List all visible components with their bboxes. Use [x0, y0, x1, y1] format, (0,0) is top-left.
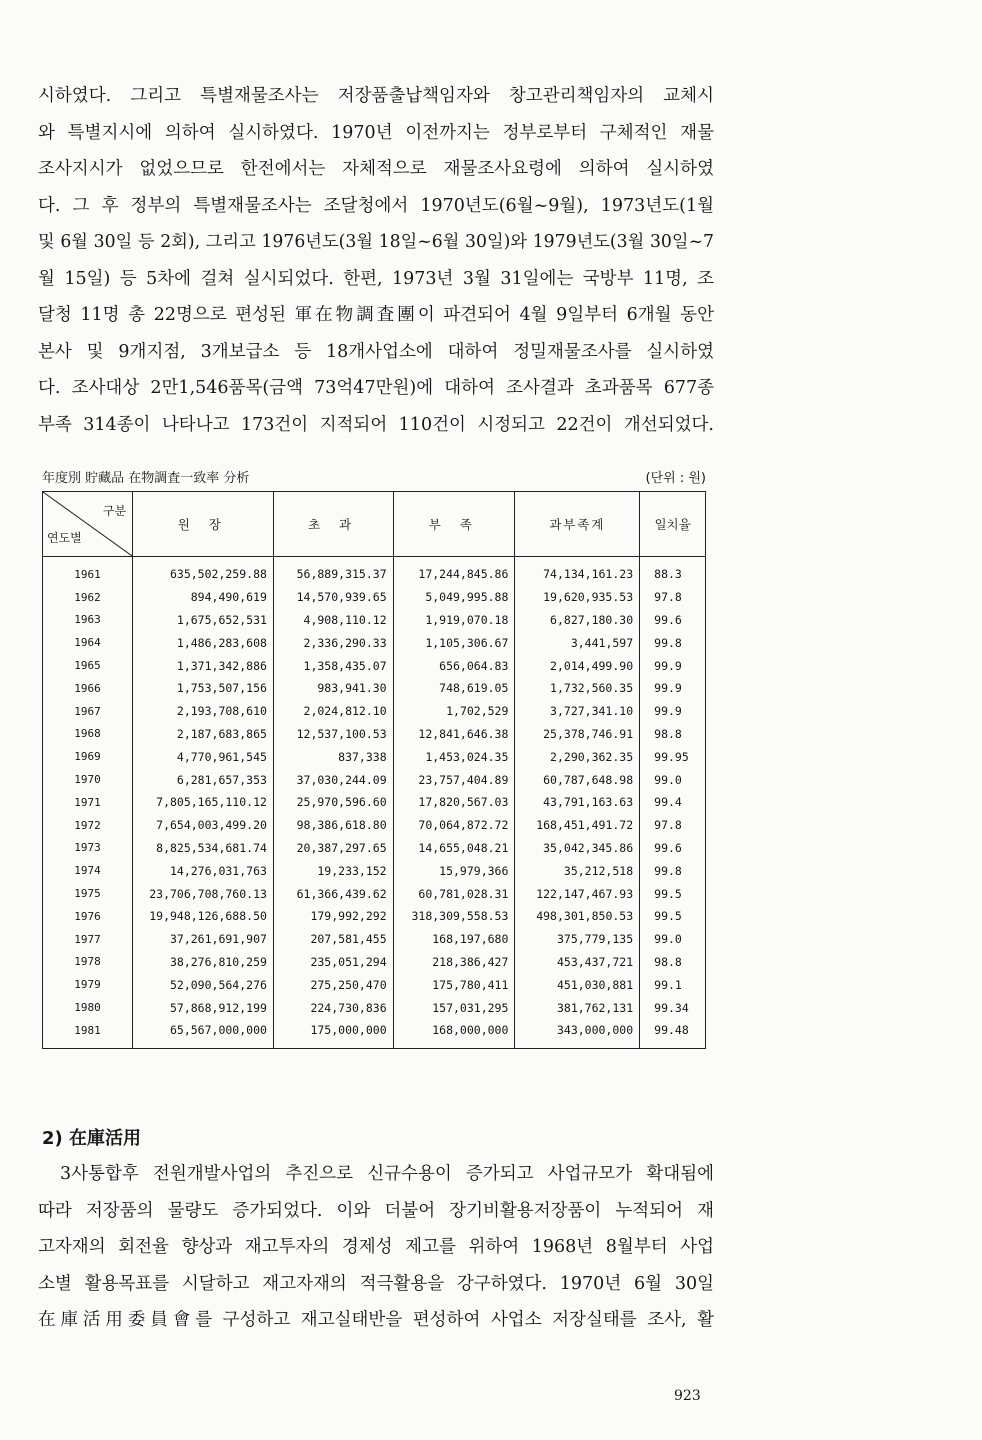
- text-line: 시하였다. 그리고 특별재물조사는 저장품출납책임자와 창고관리책임자의 교체시: [38, 86, 714, 106]
- amount-cell: 157,031,295: [393, 996, 515, 1019]
- table-row: [43, 723, 706, 746]
- rate-cell: 97.8: [640, 586, 706, 609]
- table-caption: [42, 467, 706, 486]
- amount-cell: 25,970,596.60: [273, 791, 393, 814]
- amount-cell: 19,233,152: [273, 859, 393, 882]
- amount-cell: 38,276,810,259: [133, 951, 274, 974]
- amount-cell: 2,193,708,610: [133, 700, 274, 723]
- amount-cell: 37,261,691,907: [133, 928, 274, 951]
- amount-cell: 15,979,366: [393, 859, 515, 882]
- table-row: [43, 814, 706, 837]
- amount-cell: 1,732,560.35: [515, 677, 640, 700]
- year-cell: 1961: [43, 557, 133, 586]
- amount-cell: 23,757,404.89: [393, 768, 515, 791]
- rate-cell: 99.34: [640, 996, 706, 1019]
- rate-cell: 99.6: [640, 609, 706, 632]
- amount-cell: 1,675,652,531: [133, 609, 274, 632]
- amount-cell: 3,441,597: [515, 631, 640, 654]
- table-row: [43, 973, 706, 996]
- rate-cell: 99.9: [640, 700, 706, 723]
- amount-cell: 60,787,648.98: [515, 768, 640, 791]
- year-cell: 1970: [43, 768, 133, 791]
- amount-cell: 12,841,646.38: [393, 723, 515, 746]
- column-header: 일치율: [640, 492, 706, 557]
- table-row: [43, 882, 706, 905]
- table-row: [43, 677, 706, 700]
- table-row: [43, 928, 706, 951]
- amount-cell: 175,780,411: [393, 973, 515, 996]
- year-cell: 1971: [43, 791, 133, 814]
- amount-cell: 343,000,000: [515, 1019, 640, 1048]
- rate-cell: 99.8: [640, 859, 706, 882]
- amount-cell: 207,581,455: [273, 928, 393, 951]
- text-line: 다. 조사대상 2만1,546품목(금액 73억47만원)에 대하여 조사결과 초과품목 677종: [38, 378, 714, 398]
- amount-cell: 218,386,427: [393, 951, 515, 974]
- year-cell: 1977: [43, 928, 133, 951]
- table-row: [43, 586, 706, 609]
- amount-cell: 12,537,100.53: [273, 723, 393, 746]
- amount-cell: 20,387,297.65: [273, 837, 393, 860]
- amount-cell: 4,770,961,545: [133, 745, 274, 768]
- amount-cell: 1,371,342,886: [133, 654, 274, 677]
- year-cell: 1981: [43, 1019, 133, 1048]
- section-heading: 2) 在庫活用: [42, 1128, 142, 1149]
- amount-cell: 7,654,003,499.20: [133, 814, 274, 837]
- column-header: 원 장: [133, 492, 274, 557]
- rate-cell: 97.8: [640, 814, 706, 837]
- rate-cell: 99.9: [640, 677, 706, 700]
- rate-cell: 99.8: [640, 631, 706, 654]
- body-paragraph: [38, 1156, 714, 1339]
- amount-cell: 57,868,912,199: [133, 996, 274, 1019]
- table-row: [43, 609, 706, 632]
- year-cell: 1979: [43, 973, 133, 996]
- amount-cell: 1,919,070.18: [393, 609, 515, 632]
- year-cell: 1980: [43, 996, 133, 1019]
- amount-cell: 65,567,000,000: [133, 1019, 274, 1048]
- amount-cell: 17,820,567.03: [393, 791, 515, 814]
- corner-label-year: 연도별: [47, 531, 82, 545]
- text-line: 조사지시가 없었으므로 한전에서는 자체적으로 재물조사요령에 의하여 실시하였: [38, 159, 714, 179]
- rate-cell: 99.4: [640, 791, 706, 814]
- amount-cell: 168,451,491.72: [515, 814, 640, 837]
- table-row: [43, 631, 706, 654]
- table-title: 年度別 貯藏品 在物調査一致率 分析: [42, 471, 250, 486]
- amount-cell: 7,805,165,110.12: [133, 791, 274, 814]
- table-row: [43, 557, 706, 586]
- amount-cell: 2,024,812.10: [273, 700, 393, 723]
- amount-cell: 235,051,294: [273, 951, 393, 974]
- amount-cell: 275,250,470: [273, 973, 393, 996]
- table-row: [43, 768, 706, 791]
- amount-cell: 168,197,680: [393, 928, 515, 951]
- amount-cell: 498,301,850.53: [515, 905, 640, 928]
- year-cell: 1967: [43, 700, 133, 723]
- amount-cell: 2,290,362.35: [515, 745, 640, 768]
- amount-cell: 1,453,024.35: [393, 745, 515, 768]
- amount-cell: 23,706,708,760.13: [133, 882, 274, 905]
- amount-cell: 6,827,180.30: [515, 609, 640, 632]
- corner-header-cell: [43, 492, 133, 557]
- amount-cell: 1,358,435.07: [273, 654, 393, 677]
- text-line: 다. 그 후 정부의 특별재물조사는 조달청에서 1970년도(6월~9월), 1973년도(1월: [38, 195, 714, 216]
- text-line: 와 특별지시에 의하여 실시하였다. 1970년 이전까지는 정부로부터 구체적인 재물: [38, 122, 714, 143]
- rate-cell: 99.6: [640, 837, 706, 860]
- amount-cell: 179,992,292: [273, 905, 393, 928]
- amount-cell: 35,212,518: [515, 859, 640, 882]
- year-cell: 1962: [43, 586, 133, 609]
- year-cell: 1976: [43, 905, 133, 928]
- amount-cell: 14,276,031,763: [133, 859, 274, 882]
- amount-cell: 656,064.83: [393, 654, 515, 677]
- amount-cell: 52,090,564,276: [133, 973, 274, 996]
- amount-cell: 4,908,110.12: [273, 609, 393, 632]
- year-cell: 1966: [43, 677, 133, 700]
- table-row: [43, 654, 706, 677]
- table-row: [43, 837, 706, 860]
- rate-cell: 99.5: [640, 882, 706, 905]
- amount-cell: 983,941.30: [273, 677, 393, 700]
- year-cell: 1973: [43, 837, 133, 860]
- amount-cell: 25,378,746.91: [515, 723, 640, 746]
- rate-cell: 99.0: [640, 768, 706, 791]
- amount-cell: 1,702,529: [393, 700, 515, 723]
- amount-cell: 837,338: [273, 745, 393, 768]
- amount-cell: 17,244,845.86: [393, 557, 515, 586]
- amount-cell: 43,791,163.63: [515, 791, 640, 814]
- table-row: [43, 791, 706, 814]
- rate-cell: 99.5: [640, 905, 706, 928]
- text-line: 본사 및 9개지점, 3개보급소 등 18개사업소에 대하여 정밀재물조사를 실시하였: [38, 341, 714, 362]
- amount-cell: 375,779,135: [515, 928, 640, 951]
- rate-cell: 99.0: [640, 928, 706, 951]
- amount-cell: 122,147,467.93: [515, 882, 640, 905]
- amount-cell: 98,386,618.80: [273, 814, 393, 837]
- text-line: 및 6월 30일 등 2회), 그리고 1976년도(3월 18일~6월 30일)와 1979년도(3월 30일~7: [38, 232, 714, 252]
- column-header: 초 과: [273, 492, 393, 557]
- year-cell: 1964: [43, 631, 133, 654]
- corner-label-category: 구분: [102, 504, 127, 518]
- amount-cell: 56,889,315.37: [273, 557, 393, 586]
- text-line: 따라 저장품의 물량도 증가되었다. 이와 더불어 장기비활용저장품이 누적되어 재: [38, 1200, 714, 1221]
- amount-cell: 70,064,872.72: [393, 814, 515, 837]
- year-cell: 1963: [43, 609, 133, 632]
- amount-cell: 381,762,131: [515, 996, 640, 1019]
- amount-cell: 74,134,161.23: [515, 557, 640, 586]
- rate-cell: 99.48: [640, 1019, 706, 1048]
- table-row: [43, 700, 706, 723]
- amount-cell: 3,727,341.10: [515, 700, 640, 723]
- text-line: 월 15일) 등 5차에 걸쳐 실시되었다. 한편, 1973년 3월 31일에는 국방부 11명, 조: [38, 268, 714, 289]
- year-cell: 1969: [43, 745, 133, 768]
- amount-cell: 14,570,939.65: [273, 586, 393, 609]
- amount-cell: 37,030,244.09: [273, 768, 393, 791]
- amount-cell: 61,366,439.62: [273, 882, 393, 905]
- amount-cell: 8,825,534,681.74: [133, 837, 274, 860]
- amount-cell: 35,042,345.86: [515, 837, 640, 860]
- amount-cell: 6,281,657,353: [133, 768, 274, 791]
- amount-cell: 2,014,499.90: [515, 654, 640, 677]
- amount-cell: 14,655,048.21: [393, 837, 515, 860]
- amount-cell: 5,049,995.88: [393, 586, 515, 609]
- amount-cell: 451,030,881: [515, 973, 640, 996]
- text-line: 달청 11명 총 22명으로 편성된 軍在物調査團이 파견되어 4월 9일부터 6개월 동안: [38, 305, 714, 325]
- table-row: [43, 745, 706, 768]
- year-cell: 1972: [43, 814, 133, 837]
- rate-cell: 99.1: [640, 973, 706, 996]
- text-line: 在庫活用委員會를 구성하고 재고실태반을 편성하여 사업소 저장실태를 조사, 활: [38, 1310, 714, 1330]
- table-header-row: [43, 492, 706, 557]
- table-row: [43, 1019, 706, 1048]
- year-cell: 1965: [43, 654, 133, 677]
- amount-cell: 60,781,028.31: [393, 882, 515, 905]
- column-header: 과부족계: [515, 492, 640, 557]
- amount-cell: 175,000,000: [273, 1019, 393, 1048]
- rate-cell: 98.8: [640, 951, 706, 974]
- amount-cell: 19,620,935.53: [515, 586, 640, 609]
- amount-cell: 2,336,290.33: [273, 631, 393, 654]
- text-line: 고자재의 회전율 향상과 재고투자의 경제성 제고를 위하여 1968년 8월부터 사업: [38, 1237, 714, 1257]
- table-row: [43, 905, 706, 928]
- amount-cell: 894,490,619: [133, 586, 274, 609]
- rate-cell: 99.9: [640, 654, 706, 677]
- table-row: [43, 951, 706, 974]
- column-header: 부 족: [393, 492, 515, 557]
- amount-cell: 748,619.05: [393, 677, 515, 700]
- text-line: 3사통합후 전원개발사업의 추진으로 신규수용이 증가되고 사업규모가 확대됨에: [60, 1164, 714, 1184]
- text-line: 부족 314종이 나타나고 173건이 지적되어 110건이 시정되고 22건이 개선되었다.: [38, 414, 714, 435]
- table-row: [43, 996, 706, 1019]
- inventory-audit-table: [42, 491, 706, 1049]
- amount-cell: 1,486,283,608: [133, 631, 274, 654]
- year-cell: 1968: [43, 723, 133, 746]
- table-row: [43, 859, 706, 882]
- rate-cell: 99.95: [640, 745, 706, 768]
- amount-cell: 453,437,721: [515, 951, 640, 974]
- amount-cell: 2,187,683,865: [133, 723, 274, 746]
- year-cell: 1978: [43, 951, 133, 974]
- year-cell: 1974: [43, 859, 133, 882]
- amount-cell: 224,730,836: [273, 996, 393, 1019]
- amount-cell: 1,105,306.67: [393, 631, 515, 654]
- amount-cell: 19,948,126,688.50: [133, 905, 274, 928]
- rate-cell: 88.3: [640, 557, 706, 586]
- text-line: 소별 활용목표를 시달하고 재고자재의 적극활용을 강구하였다. 1970년 6월 30일: [38, 1273, 714, 1294]
- amount-cell: 1,753,507,156: [133, 677, 274, 700]
- year-cell: 1975: [43, 882, 133, 905]
- table-unit: (단위 : 원): [645, 471, 706, 486]
- amount-cell: 318,309,558.53: [393, 905, 515, 928]
- page-number: 923: [674, 1388, 701, 1404]
- rate-cell: 98.8: [640, 723, 706, 746]
- amount-cell: 168,000,000: [393, 1019, 515, 1048]
- amount-cell: 635,502,259.88: [133, 557, 274, 586]
- body-paragraph: [38, 78, 714, 443]
